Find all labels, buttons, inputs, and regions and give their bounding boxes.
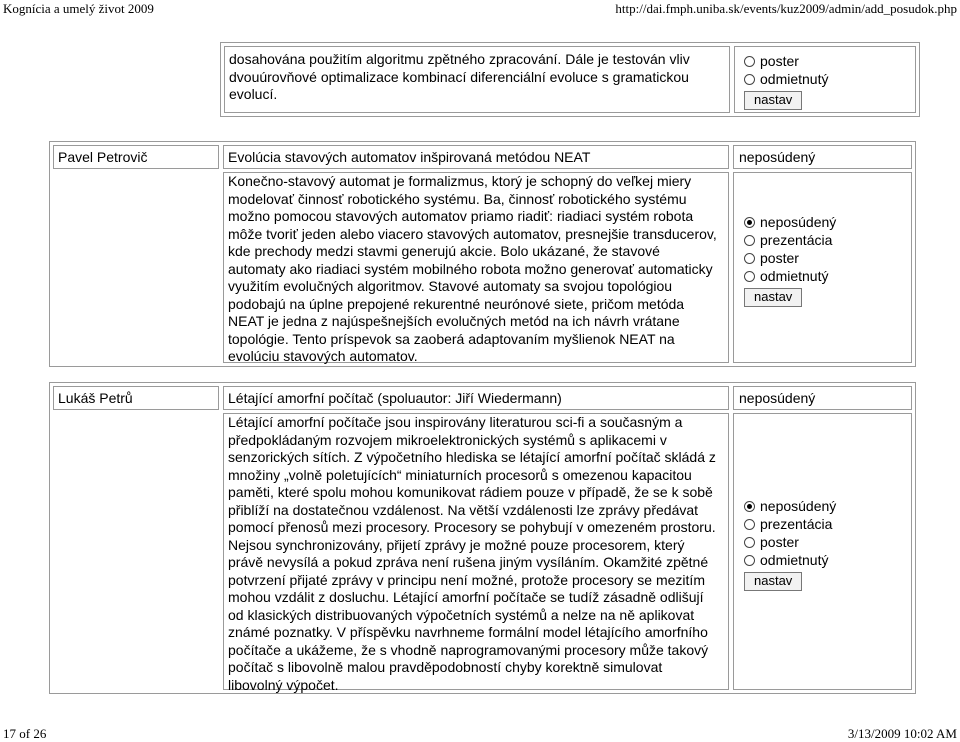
radio-option[interactable]: [744, 52, 828, 70]
radio-option[interactable]: [744, 213, 836, 231]
header-url: http://dai.fmph.uniba.sk/events/kuz2009/admin/add_posudok.php: [615, 1, 957, 16]
radio-label: poster: [760, 534, 799, 550]
paper-title: Evolúcia stavových automatov inšpirovaná metódou NEAT: [228, 149, 591, 165]
radio-button-selected[interactable]: [744, 217, 755, 228]
radio-button[interactable]: [744, 235, 755, 246]
radio-label: prezentácia: [760, 232, 833, 248]
entry-continued-review-options: [744, 52, 828, 110]
radio-button[interactable]: [744, 555, 755, 566]
radio-button[interactable]: [744, 271, 755, 282]
review-options: [744, 497, 836, 591]
radio-button[interactable]: [744, 74, 755, 85]
review-cell: [733, 413, 912, 690]
author-cell: [53, 145, 219, 169]
radio-button[interactable]: [744, 56, 755, 67]
entry-continued-abstract: dosahována použitím algoritmu zpětného zpracování. Dále je testován vliv dvouúrovňové optimalizace kombinací diferenciální evoluce s gramatickou evolucí.: [229, 51, 690, 102]
abstract-cell: [223, 172, 729, 363]
print-header: [0, 1, 960, 17]
entry-continued-abstract-cell: [224, 46, 730, 113]
author-name: Lukáš Petrů: [58, 390, 133, 406]
status-cell: [733, 145, 912, 169]
radio-label: odmietnutý: [760, 268, 829, 284]
radio-button[interactable]: [744, 537, 755, 548]
page-number: 17 of 26: [3, 726, 47, 741]
radio-label: odmietnutý: [760, 71, 829, 87]
radio-option[interactable]: [744, 249, 836, 267]
paper-abstract: Létající amorfní počítače jsou inspirovány literaturou sci-fi a současným a předpokládaným rozvojem mikroelektronických systémů s aplikacemi v senzorických sítích. Z výpočetního hlediska se létající amorfní počítač skládá z množiny „volně poletujících“ miniaturních procesorů s omezenou kapacitou paměti, které spolu mohou komunikovat rádiem pouze v případě, že se k sobě přiblíží na dostatečnou vzdálenost. Na větší vzdálenosti lze zprávy předávat pomocí přenosů mezi procesory. Procesory se pohybují v omezeném prostoru. Nejsou synchronizovány, přijetí zprávy je možné pouze procesorem, který právě nevysílá a pokud zpráva není rušena jiným vysíláním. Okamžité zpětné potvrzení přijaté zprávy v principu není možné, protože procesory se mezitím mohou vzdálit z dosluchu. Létající amorfní počítače se tudíž zásadně odlišují od klasických distribuovaných výpočetních systémů a nelze na ně aplikovat známé poznatky. V příspěvku navrhneme formální model létajícího amorfního počítače a ukážeme, že s vhodně naprogramovanými procesory může takový počítač s libovolně malou pravděpodobností chyby korektně simulovat libovolný výpočet.: [228, 414, 716, 693]
radio-label: poster: [760, 53, 799, 69]
radio-option[interactable]: [744, 231, 836, 249]
radio-button[interactable]: [744, 253, 755, 264]
entry-continued-review-cell: [734, 46, 916, 113]
radio-label: neposúdený: [760, 214, 837, 230]
review-status: neposúdený: [739, 149, 816, 165]
author-cell: [53, 386, 219, 410]
radio-option[interactable]: [744, 267, 836, 285]
set-button[interactable]: nastav: [744, 288, 802, 307]
radio-label: prezentácia: [760, 516, 833, 532]
review-status: neposúdený: [739, 390, 816, 406]
radio-option[interactable]: [744, 551, 836, 569]
radio-button[interactable]: [744, 519, 755, 530]
radio-button-selected[interactable]: [744, 501, 755, 512]
paper-abstract: Konečno-stavový automat je formalizmus, ktorý je schopný do veľkej miery modelovať činnosť robotického systému. Ba, činnosť robotického systému možno pomocou stavových automatov priamo riadiť: riadiaci systém robota môže tvoriť jeden alebo viacero stavových automatov, presnejšie transducerov, kde prechody medzi stavmi generujú akcie. Bolo ukázané, že stavové automaty ako riadiaci systém mobilného robota možno generovať automaticky využitím evolučných algoritmov. Stavové automaty sa svojou topológiou podobajú na úplne prepojené rekurentné neurónové siete, pričom metóda NEAT je jedna z najúspešnejších evolučných metód na ich návrh vrátane topológie. Tento príspevok sa zaoberá adaptovaním myšlienok NEAT na evolúciu stavových automatov.: [228, 173, 717, 364]
set-button[interactable]: nastav: [744, 572, 802, 591]
review-cell: [733, 172, 912, 363]
radio-option[interactable]: [744, 497, 836, 515]
author-name: Pavel Petrovič: [58, 149, 148, 165]
radio-option[interactable]: [744, 515, 836, 533]
title-cell: [223, 386, 729, 410]
title-cell: [223, 145, 729, 169]
status-cell: [733, 386, 912, 410]
radio-option[interactable]: [744, 70, 828, 88]
header-title: Kognícia a umelý život 2009: [3, 1, 154, 16]
radio-option[interactable]: [744, 533, 836, 551]
print-timestamp: 3/13/2009 10:02 AM: [847, 726, 957, 741]
set-button[interactable]: nastav: [744, 91, 802, 110]
review-options: [744, 213, 836, 307]
radio-label: poster: [760, 250, 799, 266]
paper-title: Létající amorfní počítač (spoluautor: Jiří Wiedermann): [228, 390, 562, 406]
abstract-cell: [223, 413, 729, 693]
radio-label: neposúdený: [760, 498, 837, 514]
radio-label: odmietnutý: [760, 552, 829, 568]
